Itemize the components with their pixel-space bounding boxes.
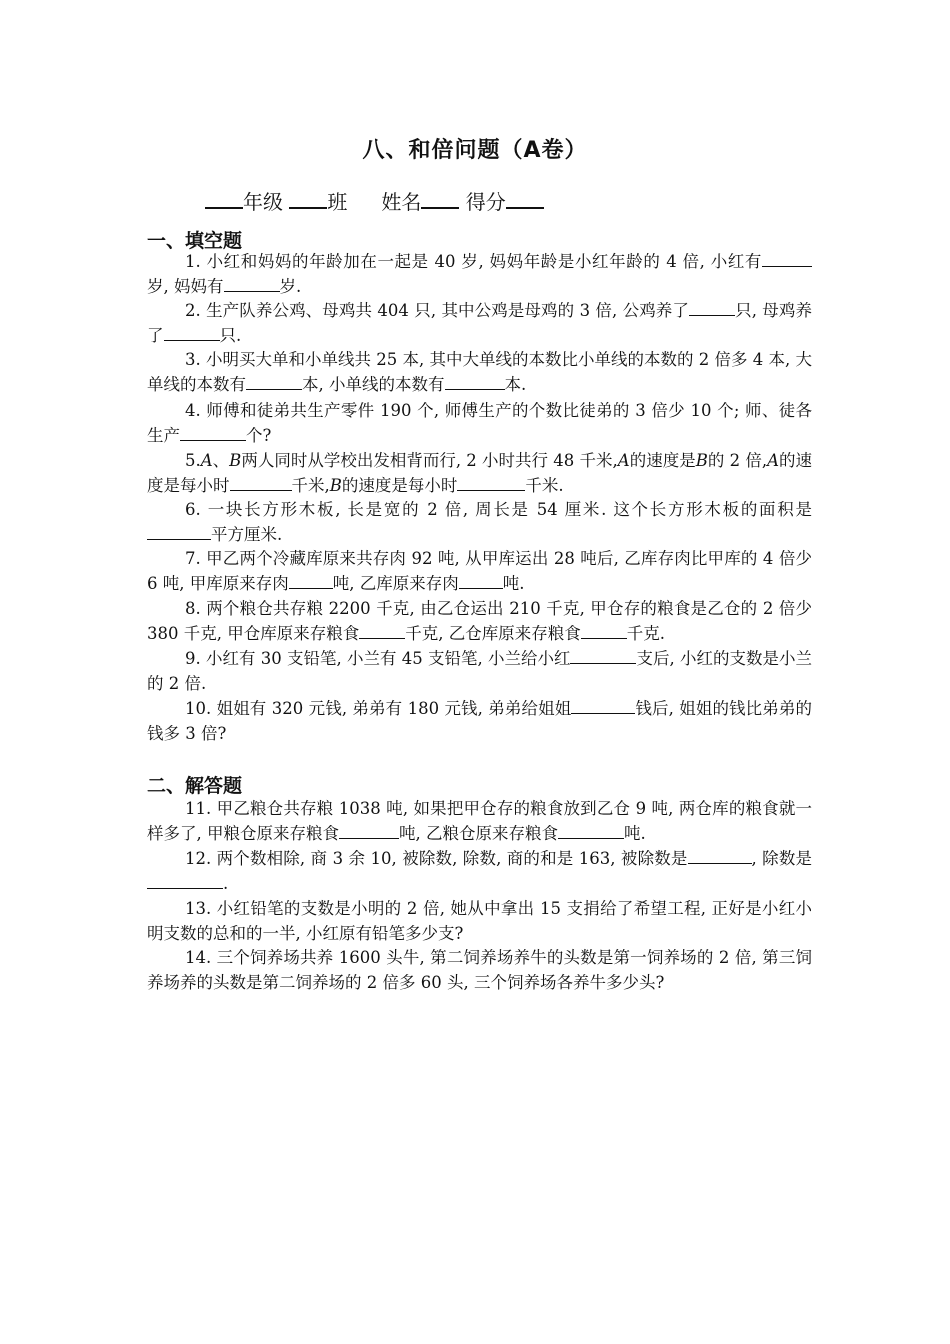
q3-text-b: 本, 小单线的本数有 bbox=[302, 374, 445, 394]
question-1 bbox=[147, 250, 812, 299]
q11-text-c: 吨. bbox=[624, 823, 646, 843]
question-10 bbox=[147, 697, 812, 746]
section-fill-in-title: 一、填空题 bbox=[147, 230, 243, 252]
q1-text-b: 岁, 妈妈有 bbox=[147, 276, 224, 296]
question-13: 13. 小红铅笔的支数是小明的 2 倍, 她从中拿出 15 支捐给了希望工程, 正好是小红小明支数的总和的一半, 小红原有铅笔多少支? bbox=[147, 899, 812, 943]
q10-text-b: 钱后, 姐姐的钱比弟弟的钱多 3 倍? bbox=[147, 699, 812, 743]
q5-text-e: 千米, bbox=[291, 475, 330, 495]
class-blank[interactable] bbox=[289, 189, 327, 209]
q5-var-a2: A bbox=[617, 451, 630, 470]
question-11 bbox=[147, 797, 812, 846]
q10-text-a: 10. 姐姐有 320 元钱, 弟弟有 180 元钱, 弟弟给姐姐 bbox=[185, 699, 572, 718]
q8-text-c: 千克. bbox=[626, 623, 665, 643]
q11-text-a: 11. 甲乙粮仓共存粮 1038 吨, 如果把甲仓存的粮食放到乙仓 9 吨, 两仓库的粮食就一样多了, 甲粮仓原来存粮食 bbox=[147, 799, 812, 843]
q5-var-a: A bbox=[200, 451, 213, 470]
q5-text-b: 的速度是 bbox=[629, 451, 696, 470]
q7-text-b: 吨, 乙库原来存肉 bbox=[332, 573, 459, 593]
q8-text-a: 8. 两个粮仓共存粮 2200 千克, 由乙仓运出 210 千克, 甲仓存的粮食是乙仓的 2 倍少 380 千克, 甲仓库原来存粮食 bbox=[147, 599, 812, 643]
q11-blank-1[interactable] bbox=[339, 824, 399, 839]
question-12 bbox=[147, 847, 812, 896]
q5-blank-1[interactable] bbox=[230, 476, 292, 491]
question-3 bbox=[147, 348, 812, 397]
q2-blank-2[interactable] bbox=[164, 326, 220, 341]
q5-blank-2[interactable] bbox=[457, 476, 525, 491]
q7-text-a: 7. 甲乙两个冷藏库原来共存肉 92 吨, 从甲库运出 28 吨后, 乙库存肉比甲库的 4 倍少 6 吨, 甲库原来存肉 bbox=[147, 549, 812, 593]
q9-text-a: 9. 小红有 30 支铅笔, 小兰有 45 支铅笔, 小兰给小红 bbox=[185, 649, 571, 668]
q5-number: 5. bbox=[185, 451, 201, 470]
question-7 bbox=[147, 547, 812, 596]
grade-blank[interactable] bbox=[205, 189, 243, 209]
q9-text-b: 支后, 小红的支数是小兰的 2 倍. bbox=[147, 649, 812, 693]
question-6 bbox=[147, 498, 812, 547]
q8-blank-1[interactable] bbox=[359, 624, 405, 639]
q6-text-a: 6. 一块长方形木板, 长是宽的 2 倍, 周长是 54 厘米. 这个长方形木板的面积是 bbox=[185, 500, 812, 519]
q7-blank-2[interactable] bbox=[459, 574, 503, 589]
q4-text-b: 个? bbox=[246, 425, 272, 445]
question-2 bbox=[147, 299, 812, 348]
q5-text-a: 两人同时从学校出发相背而行, 2 小时共行 48 千米, bbox=[241, 451, 618, 470]
q12-text-c: . bbox=[223, 873, 229, 893]
q5-text-d: 的速度是每小时 bbox=[147, 451, 812, 495]
q3-text-a: 3. 小明买大单和小单线共 25 本, 其中大单线的本数比小单线的本数的 2 倍多 4 本, 大单线的本数有 bbox=[147, 350, 812, 394]
q6-blank-1[interactable] bbox=[147, 525, 211, 540]
question-4 bbox=[147, 399, 812, 448]
q2-text-c: 只. bbox=[219, 325, 242, 345]
q12-blank-1[interactable] bbox=[688, 849, 752, 864]
question-14: 14. 三个饲养场共养 1600 头牛, 第二饲养场养牛的头数是第一饲养场的 2 倍, 第三饲养场养的头数是第二饲养场的 2 倍多 60 头, 三个饲养场各养牛多少头? bbox=[147, 948, 812, 992]
name-blank[interactable] bbox=[421, 189, 459, 209]
question-8 bbox=[147, 597, 812, 646]
q11-text-b: 吨, 乙粮仓原来存粮食 bbox=[399, 823, 558, 843]
q3-text-c: 本. bbox=[504, 374, 527, 394]
q4-text-a: 4. 师傅和徒弟共生产零件 190 个, 师傅生产的个数比徒弟的 3 倍少 10 个; 师、徒各生产 bbox=[147, 401, 812, 445]
name-label: 姓名 bbox=[381, 190, 422, 214]
q7-text-c: 吨. bbox=[502, 573, 525, 593]
q5-text-g: 千米. bbox=[525, 475, 564, 495]
q8-blank-2[interactable] bbox=[581, 624, 627, 639]
q12-blank-2[interactable] bbox=[147, 874, 223, 889]
q10-blank-1[interactable] bbox=[571, 699, 635, 714]
q12-text-b: , 除数是 bbox=[751, 849, 812, 868]
q4-blank-1[interactable] bbox=[180, 426, 246, 441]
q2-blank-1[interactable] bbox=[689, 301, 735, 316]
q5-text-f: 的速度是每小时 bbox=[341, 475, 458, 495]
q8-text-b: 千克, 乙仓库原来存粮食 bbox=[405, 623, 581, 643]
score-label: 得分 bbox=[465, 190, 506, 214]
q5-var-a3: A bbox=[767, 451, 779, 470]
q9-blank-1[interactable] bbox=[570, 649, 636, 664]
q3-blank-1[interactable] bbox=[246, 375, 302, 390]
q1-blank-1[interactable] bbox=[762, 252, 812, 267]
q11-blank-2[interactable] bbox=[558, 824, 624, 839]
q6-text-b: 平方厘米. bbox=[211, 524, 283, 544]
page-title: 八、和倍问题（A卷） bbox=[362, 138, 588, 163]
q7-blank-1[interactable] bbox=[289, 574, 333, 589]
q5-var-b: B bbox=[229, 451, 242, 470]
question-5 bbox=[147, 449, 812, 498]
grade-label: 年级 bbox=[243, 190, 283, 214]
student-info-line bbox=[205, 186, 544, 215]
q5-var-b3: B bbox=[329, 475, 342, 495]
score-blank[interactable] bbox=[506, 189, 544, 209]
q1-blank-2[interactable] bbox=[224, 277, 280, 292]
section-answer-title: 二、解答题 bbox=[147, 775, 243, 797]
q5-text-c: 的 2 倍, bbox=[707, 451, 768, 470]
class-label: 班 bbox=[327, 190, 348, 214]
question-9 bbox=[147, 647, 812, 696]
q1-text-a: 1. 小红和妈妈的年龄加在一起是 40 岁, 妈妈年龄是小红年龄的 4 倍, 小红有 bbox=[185, 252, 762, 271]
q12-text-a: 12. 两个数相除, 商 3 余 10, 被除数, 除数, 商的和是 163, 被除数是 bbox=[185, 849, 688, 868]
q2-text-b: 只, 母鸡养了 bbox=[147, 301, 812, 345]
q5-var-b2: B bbox=[695, 451, 708, 470]
q5-sep: 、 bbox=[212, 451, 230, 470]
q3-blank-2[interactable] bbox=[445, 375, 505, 390]
q2-text-a: 2. 生产队养公鸡、母鸡共 404 只, 其中公鸡是母鸡的 3 倍, 公鸡养了 bbox=[185, 301, 689, 320]
q1-text-c: 岁. bbox=[279, 276, 302, 296]
